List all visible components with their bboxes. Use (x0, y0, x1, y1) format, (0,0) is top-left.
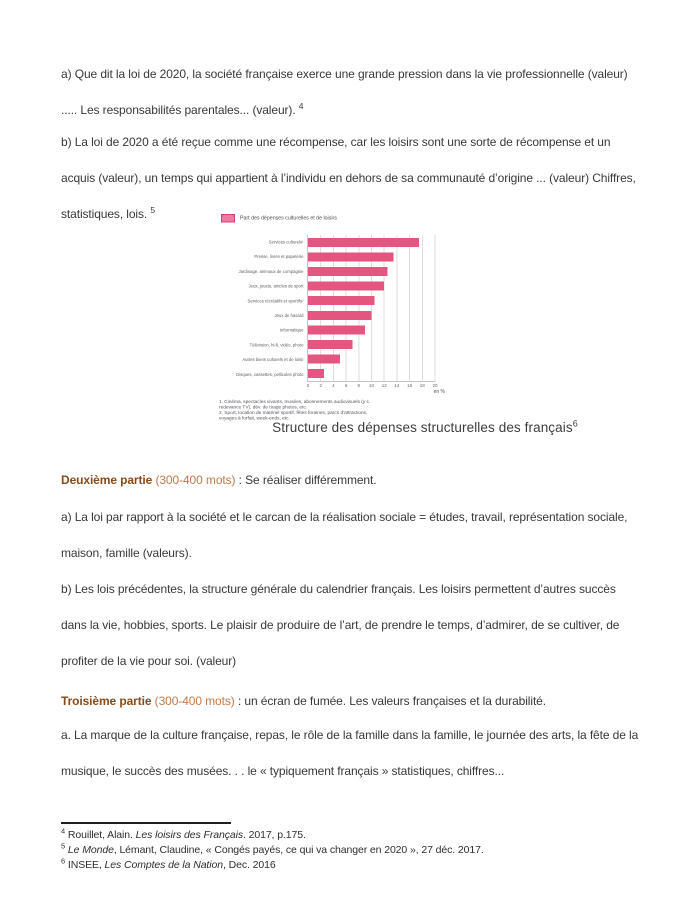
chart-category-label: Disques, cassettes, pellicules photo (236, 371, 304, 377)
chart-bar-row (308, 337, 435, 352)
paragraph-deuxieme-a: a) La loi par rapport à la société et le carcan de la réalisation sociale = études, travail, représentation sociale, maison, famille (valeurs). (61, 510, 628, 560)
chart-category-label: Télévision, hi-fi, vidéo, photo (249, 342, 304, 348)
paragraph-intro-b-text: b) La loi de 2020 a été reçue comme une récompense, car les loisirs sont une sorte de récompense et un acquis (valeur), un temps qui appartient à l’individu en dehors de sa communauté d’origine ... (valeur) Chiffres, statistiques, lois. (61, 135, 636, 221)
section-heading-troisieme-rest: : un écran de fumée. Les valeurs françaises et la durabilité. (234, 694, 546, 708)
x-tick-label: 6 (344, 383, 348, 388)
x-tick-label: 10 (368, 383, 375, 388)
footnote-6-marker: 6 (61, 856, 66, 866)
chart-bar (308, 238, 419, 247)
section-heading-deuxieme-rest: : Se réaliser différemment. (235, 473, 377, 487)
paragraph-deuxieme-b: b) Les lois précédentes, la structure générale du calendrier français. Les loisirs permettent d’autres succès dans la vie, hobbies, sports. Le plaisir de produire de l’art, de prendre le temps, d’admirer, de se cultiver, de profiter de la vie pour soi. (valeur) (61, 582, 620, 668)
footnote-4-post: . 2017, p.175. (242, 829, 306, 841)
x-tick-label: 0 (306, 383, 310, 388)
chart-bar-row (308, 352, 435, 367)
chart-bar-row (308, 264, 435, 279)
x-tick-label: 14 (394, 383, 400, 388)
footnote-4 (61, 828, 626, 843)
paragraph-intro-a-text: a) Que dit la loi de 2020, la société française exerce une grande pression dans la vie professionnelle (valeur) ..... Les responsabilités parentales... (valeur). (61, 67, 628, 117)
chart-notes (219, 399, 384, 421)
chart-category-labels (219, 235, 307, 382)
chart-bar (308, 369, 324, 378)
footnote-6-post: , Dec. 2016 (222, 859, 276, 871)
chart-category-label: Jardinage, animaux de compagnie (238, 268, 304, 274)
x-tick-label: 18 (419, 383, 425, 388)
chart-bar (308, 267, 387, 276)
footnote-5-post: , Lémant, Claudine, « Congés payés, ce qui va changer en 2020 », 27 déc. 2017. (113, 844, 484, 856)
section-heading-troisieme-title: Troisième partie (61, 694, 152, 708)
chart-plot (307, 235, 435, 382)
chart-category-label: Services récréatifs et sportifs² (247, 298, 304, 304)
section-heading-deuxieme-title: Deuxième partie (61, 473, 153, 487)
footnote-6-pre: INSEE, (65, 859, 105, 871)
footnote-5-italic: Le Monde (67, 844, 114, 856)
chart-bar-row (308, 366, 435, 381)
chart-note-2: 2. Sport, location de matériel sportif, fêtes foraines, parcs d’attractions, voyages à forfait, week-ends, etc. (219, 410, 368, 421)
chart-category-label: Jeux, jouets, articles de sport (248, 283, 304, 289)
footnote-separator (61, 822, 231, 824)
chart-x-axis (306, 382, 438, 389)
chart-bar (308, 355, 340, 364)
expenses-bar-chart (219, 212, 454, 421)
footnote-4-italic: Les loisirs des Français (135, 829, 243, 841)
chart-bar-row (308, 323, 435, 338)
chart-category-label: Autres biens culturels et de loisir (242, 357, 304, 363)
footnote-5-marker: 5 (61, 841, 66, 851)
section-heading-troisieme (61, 683, 643, 719)
paragraph-intro-a (61, 56, 643, 128)
chart-bar (308, 252, 394, 261)
x-tick-label: 2 (319, 383, 322, 388)
chart-bar-row (308, 293, 435, 308)
chart-legend (221, 212, 454, 224)
chart-note-1: 1. Cinéma, spectacles vivants, musées, abonnements audiovisuels (y c. redevance TV), dév. de tirage photos, etc. (219, 399, 371, 410)
footnote-5 (61, 843, 626, 858)
footnote-6 (61, 858, 626, 873)
legend-swatch (221, 214, 235, 223)
chart-bar (308, 340, 352, 349)
section-heading-deuxieme (61, 462, 643, 498)
x-tick-label: 20 (432, 383, 438, 388)
x-tick-label: 8 (357, 383, 361, 388)
chart-bar-row (308, 235, 435, 250)
chart-bar (308, 296, 375, 305)
paragraph-troisieme-a: a. La marque de la culture française, repas, le rôle de la famille dans la famille, le journée des arts, la fête de la musique, le succès des musées. . . le « typiquement français » statistiques, chiffres... (61, 728, 639, 778)
chart-body (219, 235, 454, 382)
chart-category-label: Services culturels¹ (268, 239, 304, 245)
section-heading-deuxieme-count: (300-400 mots) (152, 473, 236, 487)
footnote-4-pre: Rouillet, Alain. (65, 829, 136, 841)
footnote-ref-5: 5 (150, 205, 156, 215)
chart-category-label: Informatique (279, 327, 304, 333)
chart-bar-row (308, 279, 435, 294)
chart-bar-row (308, 250, 435, 265)
x-tick-label: 12 (381, 383, 387, 388)
section-heading-troisieme-count: (300-400 mots) (151, 694, 235, 708)
chart-bar (308, 325, 365, 334)
footnote-6-italic: Les Comptes de la Nation (104, 859, 223, 871)
chart-bar (308, 311, 372, 320)
x-tick-label: 16 (407, 383, 413, 388)
x-tick-label: 4 (332, 383, 335, 388)
figure-caption (150, 420, 700, 435)
figure-caption-text: Structure des dépenses structurelles des français (272, 420, 573, 435)
chart-bar-row (308, 308, 435, 323)
chart-category-label: Presse, livres et papeterie (254, 254, 304, 260)
chart-category-label: Jeux de hasard (274, 312, 304, 318)
chart-x-axis-unit: en % (433, 389, 445, 395)
chart-bar (308, 282, 384, 291)
footnote-4-marker: 4 (61, 826, 66, 836)
legend-label: Part des dépenses culturelles et de loisirs (240, 215, 337, 221)
footnote-ref-4: 4 (298, 101, 304, 111)
footnotes (61, 828, 626, 873)
footnote-ref-6: 6 (572, 418, 578, 429)
